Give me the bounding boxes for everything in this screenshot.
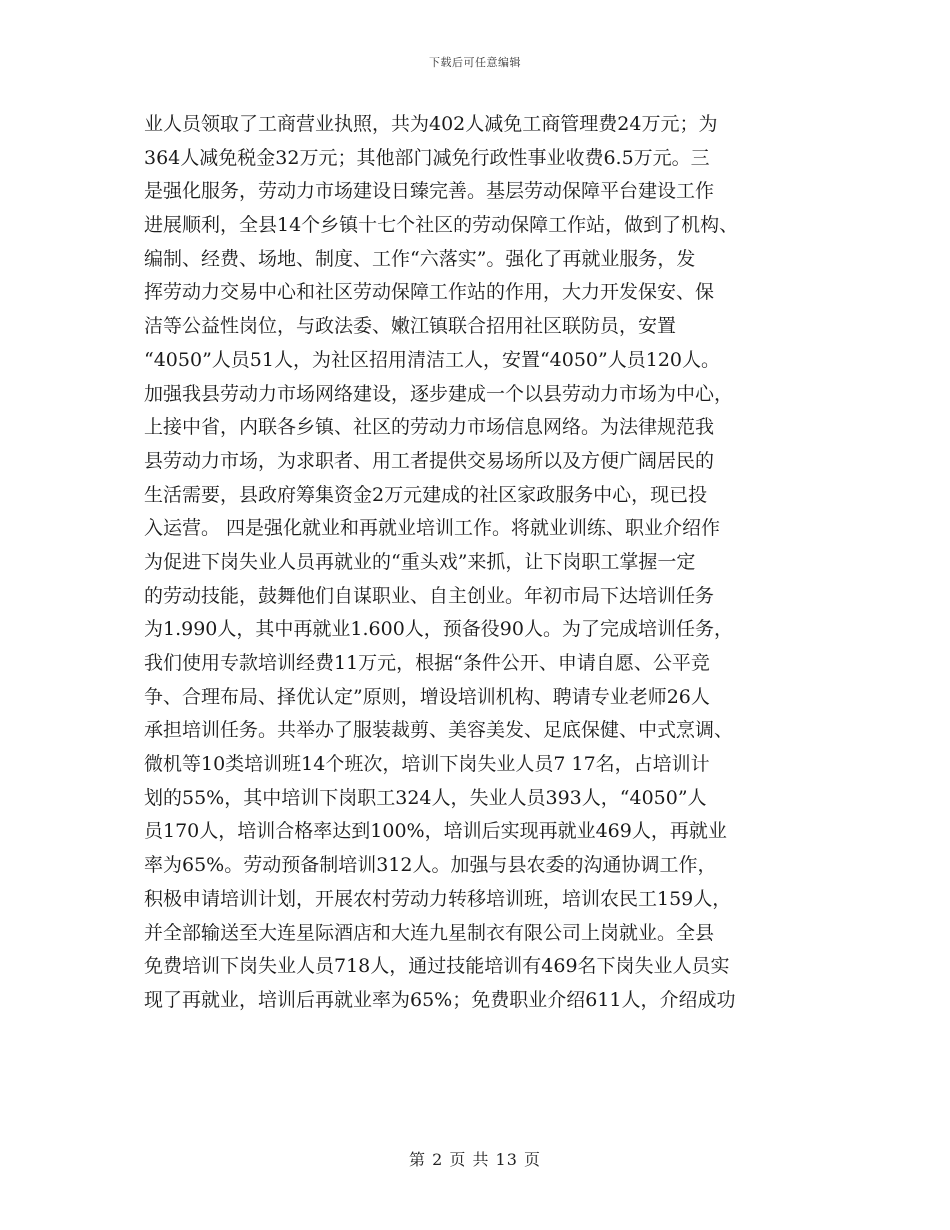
- text-line: 承担培训任务。共举办了服装裁剪、美容美发、足底保健、中式烹调、: [144, 719, 734, 742]
- text-line: 现了再就业，培训后再就业率为65%；免费职业介绍611人，介绍成功: [144, 988, 736, 1011]
- page-footer: 第 2 页 共 13 页: [409, 1150, 541, 1169]
- text-line: 划的55%，其中培训下岗职工324人，失业人员393人，“4050”人: [144, 786, 707, 809]
- text-line: 入运营。 四是强化就业和再就业培训工作。将就业训练、职业介绍作: [144, 517, 721, 540]
- text-line: 并全部输送至大连星际酒店和大连九星制衣有限公司上岗就业。全县: [144, 921, 715, 944]
- text-line: 进展顺利，全县14个乡镇十七个社区的劳动保障工作站，做到了机构、: [144, 214, 739, 237]
- text-line: 生活需要，县政府筹集资金2万元建成的社区家政服务中心，现已投: [144, 483, 708, 506]
- body-text: [144, 108, 806, 1018]
- text-line: 我们使用专款培训经费11万元，根据“条件公开、申请自愿、公平竞: [144, 652, 710, 674]
- text-line: 为促进下岗失业人员再就业的“重头戏”来抓，让下岗职工掌握一定: [144, 550, 696, 573]
- text-line: 员170人，培训合格率达到100%，培训后实现再就业469人，再就业: [144, 820, 727, 843]
- text-line: 364人减免税金32万元；其他部门减免行政性事业收费6.5万元。三: [144, 146, 710, 169]
- text-line: 是强化服务，劳动力市场建设日臻完善。基层劳动保障平台建设工作: [144, 180, 715, 203]
- page-header: 下载后可任意编辑: [429, 56, 521, 69]
- text-line: 免费培训下岗失业人员718人，通过技能培训有469名下岗失业人员实: [144, 955, 730, 978]
- text-line: 微机等10类培训班14个班次，培训下岗失业人员7 17名，占培训计: [144, 753, 710, 776]
- text-line: 为1.990人，其中再就业1.600人，预备役90人。为了完成培训任务，: [144, 618, 733, 641]
- text-line: 率为65%。劳动预备制培训312人。加强与县农委的沟通协调工作，: [144, 854, 717, 877]
- text-line: 上接中省，内联各乡镇、社区的劳动力市场信息网络。为法律规范我: [144, 416, 715, 439]
- text-line: 编制、经费、场地、制度、工作“六落实”。强化了再就业服务，发: [144, 247, 696, 270]
- text-line: 的劳动技能，鼓舞他们自谋职业、自主创业。年初市局下达培训任务: [144, 584, 715, 607]
- text-line: 挥劳动力交易中心和社区劳动保障工作站的作用，大力开发保安、保: [144, 281, 715, 304]
- text-line: “4050”人员51人，为社区招用清洁工人，安置“4050”人员120人。: [144, 348, 721, 371]
- text-line: 加强我县劳动力市场网络建设，逐步建成一个以县劳动力市场为中心，: [144, 382, 734, 405]
- text-line: 县劳动力市场，为求职者、用工者提供交易场所以及方便广阔居民的: [144, 449, 715, 472]
- text-line: 业人员领取了工商营业执照，共为402人减免工商管理费24万元；为: [144, 113, 718, 135]
- text-line: 争、合理布局、择优认定”原则，增设培训机构、聘请专业老师26人: [144, 685, 710, 708]
- text-line: 洁等公益性岗位，与政法委、嫩江镇联合招用社区联防员，安置: [144, 315, 677, 338]
- text-line: 积极申请培训计划，开展农村劳动力转移培训班，培训农民工159人，: [144, 887, 732, 910]
